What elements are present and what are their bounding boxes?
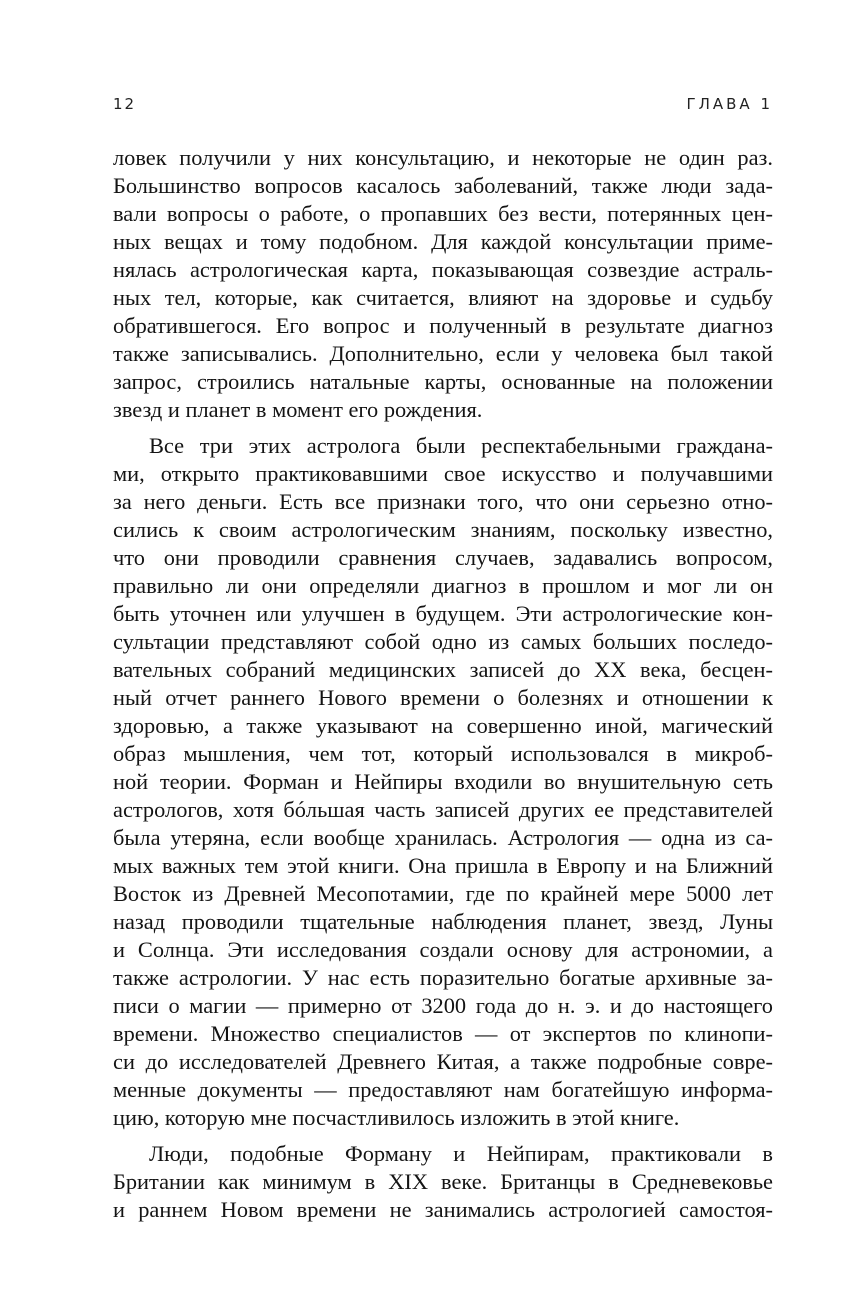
text-line: нялась астрологическая карта, показывающая созвездие астраль- — [113, 257, 773, 282]
text-line: что они проводили сравнения случаев, задавались вопросом, — [113, 545, 773, 570]
paragraph — [113, 432, 773, 1132]
text-line: Люди, подобные Форману и Нейпирам, практиковали в — [149, 1141, 773, 1166]
text-line: Восток из Древней Месопотамии, где по крайней мере 5000 лет — [113, 881, 773, 906]
text-line: также астрологии. У нас есть поразительно богатые архивные за- — [113, 965, 773, 990]
text-line: звезд и планет в момент его рождения. — [113, 397, 483, 422]
text-line: также записывались. Дополнительно, если у человека был такой — [113, 341, 773, 366]
chapter-label: ГЛАВА 1 — [686, 95, 773, 113]
text-line: ной теории. Форман и Нейпиры входили во внушительную сеть — [113, 769, 773, 794]
text-line: была утеряна, если вообще хранилась. Астрология — одна из са- — [113, 825, 773, 850]
text-line: Большинство вопросов касалось заболеваний, также люди зада- — [113, 173, 773, 198]
text-line: ных тел, которые, как считается, влияют на здоровье и судьбу — [113, 285, 773, 310]
text-line: си до исследователей Древнего Китая, а также подробные совре- — [113, 1049, 773, 1074]
text-line: вали вопросы о работе, о пропавших без вести, потерянных цен- — [113, 201, 773, 226]
text-line: Все три этих астролога были респектабельными граждана- — [149, 433, 773, 458]
text-line: мых важных тем этой книги. Она пришла в Европу и на Ближний — [113, 853, 773, 878]
text-line: цию, которую мне посчастливилось изложить в этой книге. — [113, 1105, 680, 1130]
paragraph — [113, 1140, 773, 1224]
text-line: времени. Множество специалистов — от экспертов по клинопи- — [113, 1021, 773, 1046]
text-line: астрологов, хотя бóльшая часть записей других ее представителей — [113, 797, 773, 822]
text-line: быть уточнен или улучшен в будущем. Эти астрологические кон- — [113, 601, 773, 626]
text-line: и Солнца. Эти исследования создали основу для астрономии, а — [113, 937, 773, 962]
paragraph — [113, 144, 773, 424]
text-line: за него деньги. Есть все признаки того, что они серьезно отно- — [113, 489, 773, 514]
text-line: ми, открыто практиковавшими свое искусство и получавшими — [113, 461, 773, 486]
body-text — [113, 144, 773, 1232]
running-head — [113, 95, 773, 119]
text-line: ных вещах и тому подобном. Для каждой консультации приме- — [113, 229, 773, 254]
text-line: сультации представляют собой одно из самых больших последо- — [113, 629, 773, 654]
text-line: назад проводили тщательные наблюдения планет, звезд, Луны — [113, 909, 773, 934]
page-number: 12 — [113, 95, 137, 113]
text-line: Британии как минимум в XIX веке. Британцы в Средневековье — [113, 1169, 773, 1194]
text-line: ный отчет раннего Нового времени о болезнях и отношении к — [113, 685, 773, 710]
text-line: сились к своим астрологическим знаниям, поскольку известно, — [113, 517, 773, 542]
text-line: здоровью, а также указывают на совершенно иной, магический — [113, 713, 773, 738]
text-line: обратившегося. Его вопрос и полученный в результате диагноз — [113, 313, 773, 338]
text-line: менные документы — предоставляют нам богатейшую информа- — [113, 1077, 773, 1102]
text-line: запрос, строились натальные карты, основанные на положении — [113, 369, 773, 394]
text-line: вательных собраний медицинских записей до XX века, бесцен- — [113, 657, 773, 682]
text-line: образ мышления, чем тот, который использовался в микроб- — [113, 741, 773, 766]
text-line: писи о магии — примерно от 3200 года до н. э. и до настоящего — [113, 993, 773, 1018]
text-line: правильно ли они определяли диагноз в прошлом и мог ли он — [113, 573, 773, 598]
text-line: ловек получили у них консультацию, и некоторые не один раз. — [113, 145, 773, 170]
text-line: и раннем Новом времени не занимались астрологией самостоя- — [113, 1197, 773, 1222]
